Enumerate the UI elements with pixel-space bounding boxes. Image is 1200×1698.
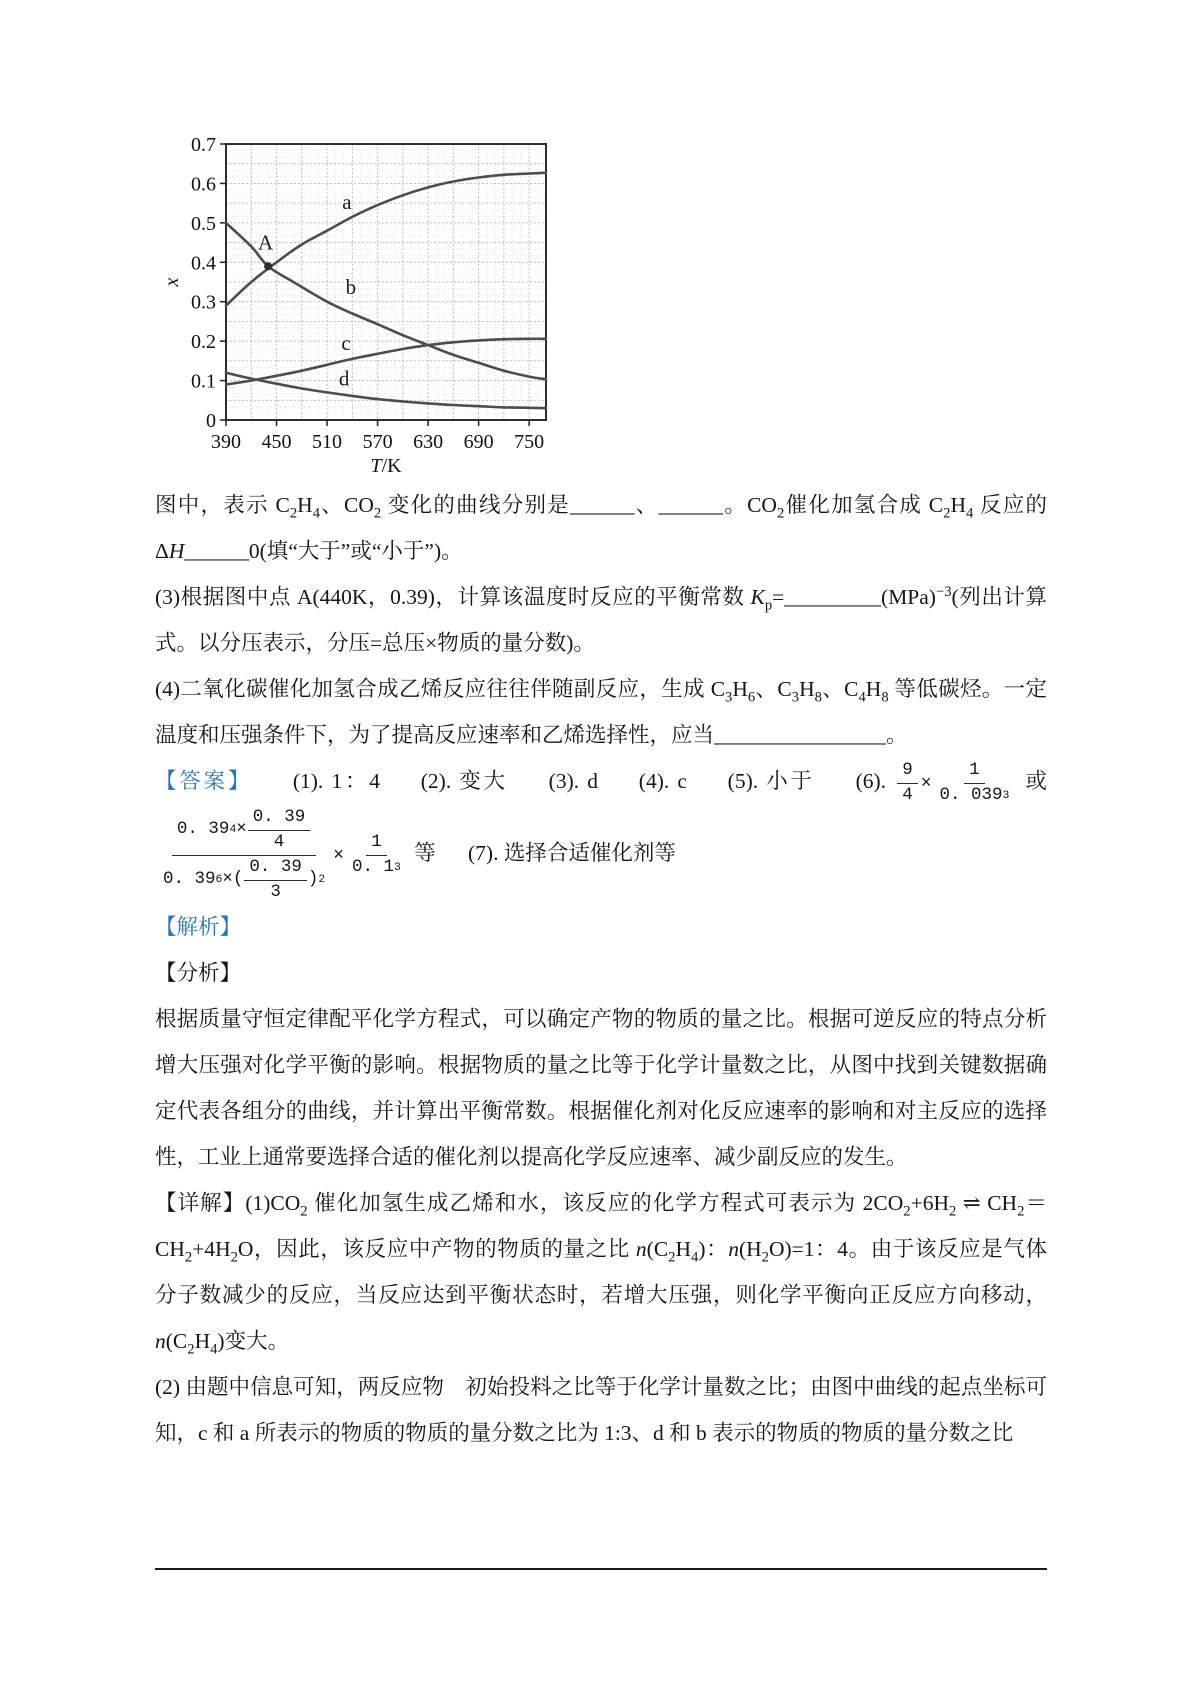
detail-paragraph-1: 【详解】$(1)CO_2$ 催化加氢生成乙烯和水，该反应的化学方程式可表示为 $2CO_2+6H_2$ ⇌ $CH_2=CH_2+4H_2O$，因此，该反应中产物的物质的量之比 $n(C_2H_4)$：$n(H_2O)=1$：4。由于该反应是气体分子数减少的反应，当反应达到平衡状态时，若增大压强，则化学平衡向正反应方向移动，$n(C_2H_4)$变大。 <box>155 1190 1047 1357</box>
fenxi-label: 【分析】 <box>155 960 242 985</box>
svg-text:c: c <box>341 330 351 355</box>
chart-canvas <box>156 128 556 474</box>
svg-text:A: A <box>257 230 274 255</box>
svg-text:450: 450 <box>261 431 292 453</box>
detail-paragraph-2: (2) 由题中信息可知，两反应物 初始投料之比等于化学计量数之比；由图中曲线的起点坐标可知，c 和 a 所表示的物质的物质的量分数之比为 1:3、d 和 b 表示的物质的物质的量分数之比 <box>155 1374 1047 1445</box>
answer-line: 【答案】 (1). 1：4 (2). 变大 (3). d (4). c (5). 小于 (6). $\frac{9}{4}$ × 1 0. 039 3 或 0. 39 4 × $\frac{0. 39}{4}$ 0. 39 6 ×( $\frac{0. 39}{3}$ ) 2 × 1 0. 1 3 等 (7). 选择合适催化剂等 <box>155 759 1048 902</box>
svg-text:630: 630 <box>413 431 444 453</box>
svg-text:d: d <box>338 366 350 391</box>
svg-text:510: 510 <box>312 431 343 453</box>
svg-text:x: x <box>161 277 183 287</box>
svg-text:390: 390 <box>211 431 241 453</box>
reaction-fraction-chart <box>156 128 556 479</box>
svg-text:0.3: 0.3 <box>191 291 216 314</box>
svg-text:690: 690 <box>463 431 494 453</box>
question-4-text: (4)二氧化碳催化加氢合成乙烯反应往往伴随副反应，生成 $C_3H_6$、$C_3H_8$、$C_4H_8$ 等低碳烃。一定温度和压强条件下，为了提高反应速率和乙烯选择性，应当________________。 <box>155 677 1048 747</box>
svg-text:0.7: 0.7 <box>191 134 216 156</box>
analysis-paragraph: 根据质量守恒定律配平化学方程式，可以确定产物的物质的量之比。根据可逆反应的特点分析增大压强对化学平衡的影响。根据物质的量之比等于化学计量数之比，从图中找到关键数据确定代表各组分的曲线，并计算出平衡常数。根据催化剂对化反应速率的影响和对主反应的选择性，工业上通常要选择合适的催化剂以提高化学反应速率、减少副反应的发生。 <box>155 1006 1047 1169</box>
svg-text:0.6: 0.6 <box>191 173 216 196</box>
svg-text:b: b <box>345 274 357 299</box>
svg-text:570: 570 <box>362 431 393 453</box>
jiexi-label: 【解析】 <box>155 914 242 939</box>
svg-text:0.1: 0.1 <box>191 370 216 393</box>
svg-text:0.5: 0.5 <box>191 212 216 235</box>
svg-text:T/K: T/K <box>370 455 402 474</box>
question-3-text: (3)根据图中点 A(440K，0.39)，计算该温度时反应的平衡常数 $K_p=\_\_\_\_\_\_\_\_\_(MPa)^{-3}$(列出计算式。以分压表示，分压=总压×物质的量分数)。 <box>155 583 1047 655</box>
svg-text:0.4: 0.4 <box>191 252 216 275</box>
svg-text:0: 0 <box>206 410 216 432</box>
svg-text:0.2: 0.2 <box>191 331 216 354</box>
question-curves-text: 图中，表示 $C_2H_4$、$CO_2$ 变化的曲线分别是______、______。$CO_2$催化加氢合成 $C_2H_4$ 反应的 ΔH______0(填“大于”或“小于”)。 <box>155 493 1047 563</box>
document-body <box>155 482 1047 1456</box>
svg-text:750: 750 <box>514 431 545 453</box>
svg-text:a: a <box>342 190 352 215</box>
footer-divider <box>155 1568 1047 1570</box>
